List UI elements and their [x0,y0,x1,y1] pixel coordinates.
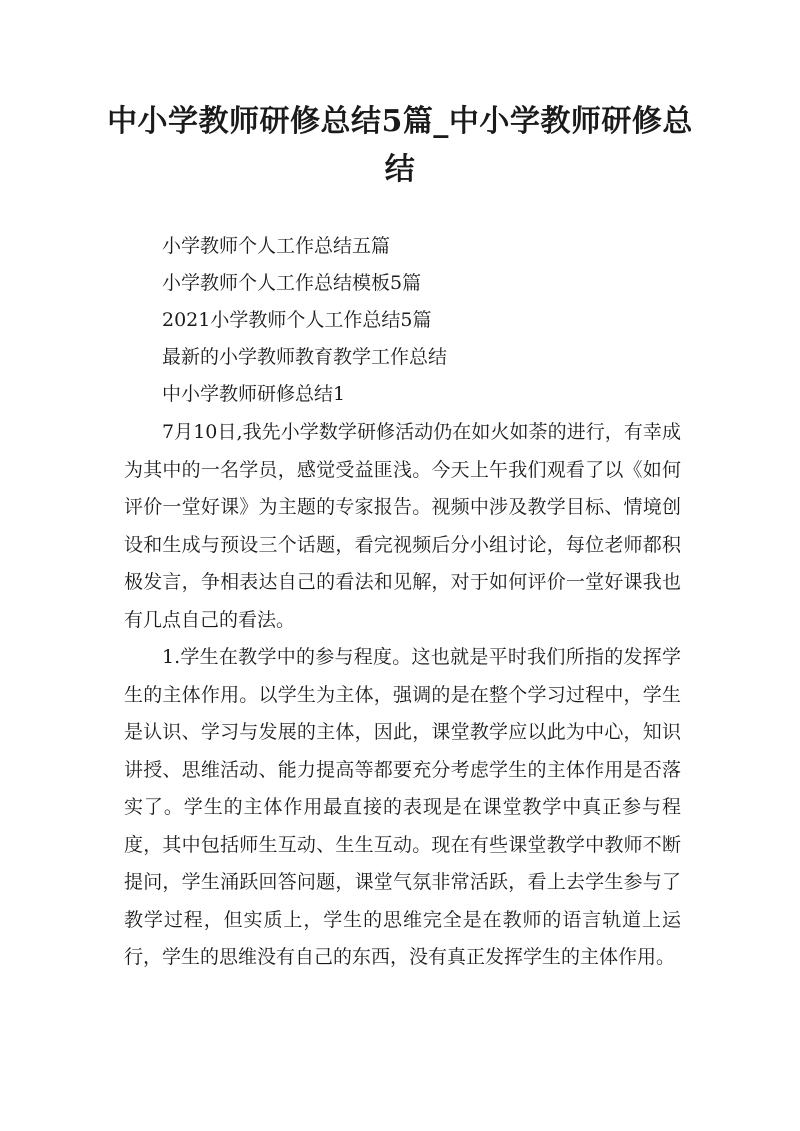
related-link[interactable]: 小学教师个人工作总结模板5篇 [162,272,422,294]
related-link[interactable]: 2021小学教师个人工作总结5篇 [162,309,432,331]
page-title: 中小学教师研修总结5篇_中小学教师研修总结 [107,104,693,187]
related-link[interactable]: 最新的小学教师教育教学工作总结 [162,346,448,368]
body-paragraph: 1.学生在教学中的参与程度。这也就是平时我们所指的发挥学生的主体作用。以学生为主体，强调的是在整个学习过程中，学生是认识、学习与发展的主体，因此，课堂教学应以此为中心，知识讲授、思维活动、能力提高等都要充分考虑学生的主体作用是否落实了。学生的主体作用最直接的表现是在课堂教学中真正参与程度，其中包括师生互动、生生互动。现在有些课堂教学中教师不断提问，学生涌跃回答问题，课堂气氛非常活跃，看上去学生参与了教学过程，但实质上，学生的思维完全是在教师的语言轨道上运行，学生的思维没有自己的东西，没有真正发挥学生的主体作用。 [124,646,681,968]
article-body [124,414,681,977]
body-paragraph: 7月10日,我先小学数学研修活动仍在如火如荼的进行，有幸成为其中的一名学员，感觉受益匪浅。今天上午我们观看了以《如何评价一堂好课》为主题的专家报告。视频中涉及教学目标、情境创设和生成与预设三个话题，看完视频后分小组讨论，每位老师都积极发言，争相表达自己的看法和见解，对于如何评价一堂好课我也有几点自己的看法。 [124,421,681,631]
related-link[interactable]: 小学教师个人工作总结五篇 [162,235,391,257]
related-links-list [162,228,682,376]
section-heading: 中小学教师研修总结1 [162,383,346,405]
